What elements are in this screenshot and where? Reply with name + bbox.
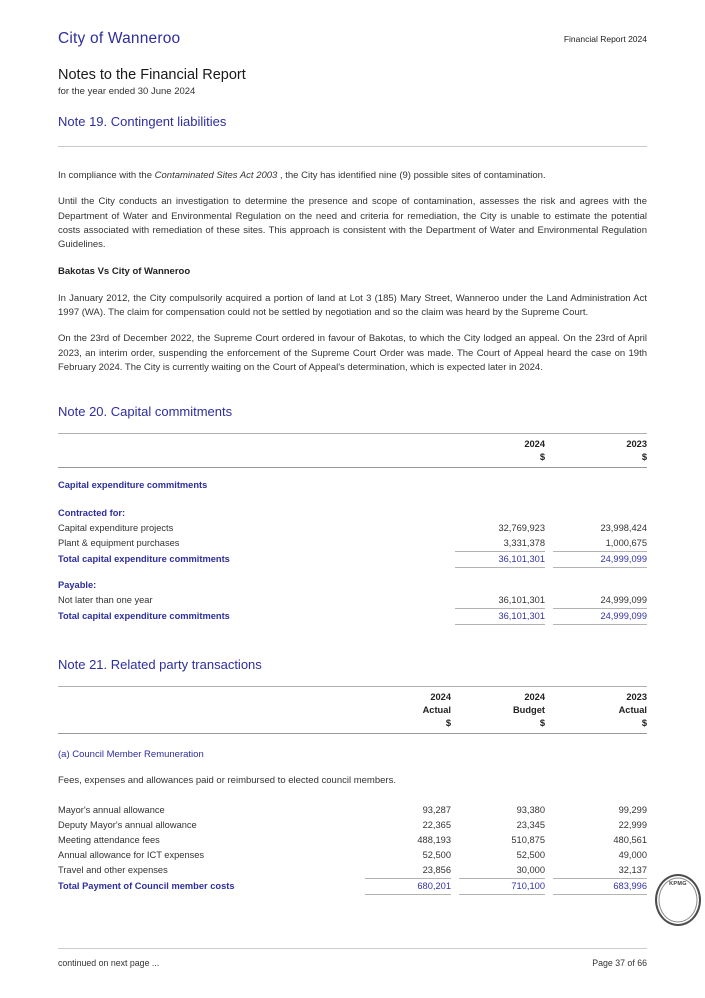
document-subtitle: for the year ended 30 June 2024 — [58, 86, 196, 97]
note19-paragraph-2: Until the City conducts an investigation to determine the presence and scope of contamination, assesses the risk and agrees with the Department of Water and Environmental Regulation on the need and criteria for remediation, the City is unable to estimate the potential costs associated with remediation of these sites. This approach is consistent with the Department of Water and Environmental Regulation Guidelines. — [58, 196, 647, 251]
note21-table-header — [58, 686, 647, 734]
table-row — [58, 833, 647, 848]
col-unit: $ — [641, 718, 647, 729]
note21-header-spacer — [58, 691, 357, 730]
row-value-2024: 36,101,301 — [455, 593, 545, 609]
row-label: Plant & equipment purchases — [58, 538, 180, 549]
total-label: Total Payment of Council member costs — [58, 880, 235, 891]
note20-group2-label: Payable: — [58, 580, 97, 591]
row-value-2023: 23,998,424 — [600, 523, 647, 534]
note19-case-subheading: Bakotas Vs City of Wanneroo — [58, 266, 191, 278]
note20-heading: Note 20. Capital commitments — [58, 404, 233, 420]
note21-intro: Fees, expenses and allowances paid or reimbursed to elected council members. — [58, 775, 396, 787]
page-footer — [58, 948, 647, 968]
row-label: Deputy Mayor's annual allowance — [58, 819, 197, 830]
note21-col-actual-2024 — [365, 691, 451, 730]
col-kind: Budget — [512, 705, 545, 716]
note19-paragraph-3: In January 2012, the City compulsorily acquired a portion of land at Lot 3 (185) Mary Street, Wanneroo under the Land Administration Act 1997 (WA). The claim for compensation could not be settled by negotiation and so the claim was heard by the Supreme Court. — [58, 292, 647, 319]
row-budget-2024: 93,380 — [516, 804, 545, 815]
note21-rows — [58, 803, 647, 895]
kpmg-stamp-label: KPMG — [669, 881, 687, 887]
table-row — [58, 848, 647, 863]
total-budget-2024: 710,100 — [459, 879, 545, 895]
total-value-2024: 36,101,301 — [455, 552, 545, 568]
act-title-italic: Contaminated Sites Act 2003 — [154, 170, 278, 181]
note20-col-2024-unit: $ — [539, 452, 545, 463]
row-actual-2023: 32,137 — [553, 863, 647, 879]
col-year: 2024 — [430, 692, 451, 703]
row-budget-2024: 23,345 — [516, 819, 545, 830]
total-label: Total capital expenditure commitments — [58, 554, 230, 565]
note20-group1-label: Contracted for: — [58, 508, 126, 519]
total-value-2023: 24,999,099 — [553, 552, 647, 568]
row-budget-2024: 52,500 — [516, 849, 545, 860]
row-value-2024: 3,331,378 — [455, 536, 545, 552]
note21-heading: Note 21. Related party transactions — [58, 657, 262, 673]
note20-col-2023-unit: $ — [641, 452, 647, 463]
table-total-row — [58, 552, 647, 568]
section-divider — [58, 146, 647, 147]
note21-sub-note: (a) Council Member Remuneration — [58, 749, 204, 761]
row-value-2024: 32,769,923 — [498, 523, 545, 534]
col-year: 2024 — [524, 692, 545, 703]
table-total-row — [58, 879, 647, 895]
kpmg-stamp — [655, 874, 701, 926]
page-header — [58, 30, 647, 48]
table-row — [58, 863, 647, 879]
note19-heading: Note 19. Contingent liabilities — [58, 114, 227, 129]
row-actual-2024: 23,856 — [365, 863, 451, 879]
total-value-2024: 36,101,301 — [455, 609, 545, 625]
row-actual-2023: 49,000 — [618, 849, 647, 860]
row-budget-2024: 30,000 — [459, 863, 545, 879]
col-unit: $ — [539, 718, 545, 729]
row-label: Capital expenditure projects — [58, 523, 174, 534]
note19-paragraph-4: On the 23rd of December 2022, the Supreme Court ordered in favour of Bakotas, to which the City lodged an appeal. On the 23rd of April 2023, an interim order, suspending the enforcement of the Supreme Court Order was made. The Court of Appeal heard the case on 19th February 2024. The City is currently waiting on the Court of Appeal's determination, which is expected later in 2024. — [58, 333, 647, 373]
note20-header-spacer — [58, 438, 447, 464]
row-actual-2024: 22,365 — [422, 819, 451, 830]
row-label: Annual allowance for ICT expenses — [58, 849, 205, 860]
footer-continuation-note: continued on next page ... — [58, 958, 160, 968]
table-row — [58, 521, 647, 536]
col-kind: Actual — [422, 705, 451, 716]
row-label: Mayor's annual allowance — [58, 804, 165, 815]
note21-col-budget-2024 — [459, 691, 545, 730]
col-unit: $ — [445, 718, 451, 729]
row-value-2023: 1,000,675 — [553, 536, 647, 552]
row-actual-2024: 488,193 — [417, 834, 451, 845]
note20-table-header — [58, 433, 647, 468]
table-row — [58, 818, 647, 833]
row-budget-2024: 510,875 — [511, 834, 545, 845]
document-title: Notes to the Financial Report — [58, 67, 246, 83]
report-label: Financial Report 2024 — [563, 34, 647, 44]
total-value-2023: 24,999,099 — [553, 609, 647, 625]
row-value-2023: 24,999,099 — [553, 593, 647, 609]
col-year: 2023 — [626, 692, 647, 703]
row-actual-2024: 52,500 — [422, 849, 451, 860]
para1-text-post: , the City has identified nine (9) possible sites of contamination. — [277, 170, 546, 181]
total-actual-2023: 683,996 — [553, 879, 647, 895]
row-label: Not later than one year — [58, 595, 153, 606]
note20-col-2024 — [455, 438, 545, 464]
table-row — [58, 593, 647, 609]
row-label: Meeting attendance fees — [58, 834, 160, 845]
table-row — [58, 803, 647, 818]
note19-paragraph-1 — [58, 169, 647, 183]
row-actual-2023: 99,299 — [618, 804, 647, 815]
note21-col-actual-2023 — [553, 691, 647, 730]
note20-section-title: Capital expenditure commitments — [58, 480, 208, 491]
note20-col-2023-year: 2023 — [626, 439, 647, 450]
row-actual-2024: 93,287 — [422, 804, 451, 815]
total-label: Total capital expenditure commitments — [58, 611, 230, 622]
table-row — [58, 536, 647, 552]
row-actual-2023: 22,999 — [618, 819, 647, 830]
table-total-row — [58, 609, 647, 625]
note20-col-2024-year: 2024 — [524, 439, 545, 450]
brand-title: City of Wanneroo — [58, 30, 181, 47]
total-actual-2024: 680,201 — [365, 879, 451, 895]
col-kind: Actual — [618, 705, 647, 716]
row-label: Travel and other expenses — [58, 864, 168, 875]
row-actual-2023: 480,561 — [613, 834, 647, 845]
footer-page-number: Page 37 of 66 — [592, 958, 647, 968]
para1-text-pre: In compliance with the — [58, 170, 155, 181]
note20-col-2023 — [553, 438, 647, 464]
